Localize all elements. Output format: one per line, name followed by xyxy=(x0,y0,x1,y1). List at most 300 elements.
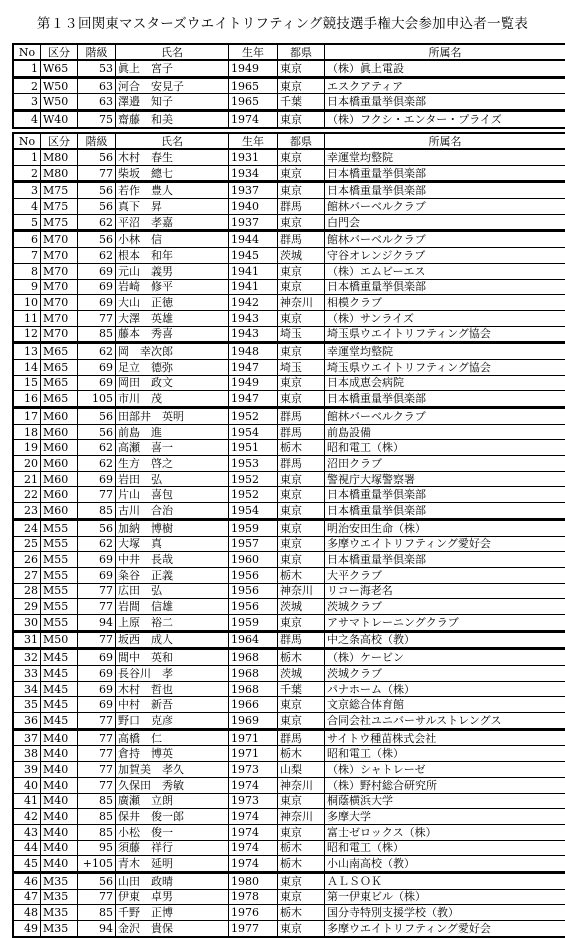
cell-name: 大澤 英雄 xyxy=(116,310,229,326)
cell-category: M65 xyxy=(41,359,78,375)
cell-category: M70 xyxy=(41,248,78,264)
table-row xyxy=(13,111,565,128)
cell-prefecture: 群馬 xyxy=(278,231,325,248)
col-header-prefecture: 都県 xyxy=(278,44,325,60)
cell-birth-year: 1954 xyxy=(229,503,278,520)
cell-name: 千野 正博 xyxy=(116,905,229,921)
cell-prefecture: 神奈川 xyxy=(278,295,325,311)
cell-prefecture: 東京 xyxy=(278,614,325,631)
table-row xyxy=(13,872,565,889)
cell-weight-class: 56 xyxy=(78,231,116,248)
cell-birth-year: 1964 xyxy=(229,631,278,649)
cell-weight-class: 77 xyxy=(78,583,116,599)
col-header-category: 区分 xyxy=(41,133,78,149)
cell-no: 39 xyxy=(13,762,41,778)
cell-name: 粂谷 正義 xyxy=(116,567,229,583)
cell-name: 高瀬 喜一 xyxy=(116,440,229,456)
table-row xyxy=(13,310,565,326)
cell-affiliation: 白門会 xyxy=(325,214,565,231)
table-row xyxy=(13,77,565,94)
cell-affiliation: 日本橋重量挙倶楽部 xyxy=(325,182,565,199)
cell-affiliation: パナホーム（株） xyxy=(325,681,565,697)
col-header-birth-year: 生年 xyxy=(229,44,278,60)
cell-name: 市川 茂 xyxy=(116,391,229,408)
table-row xyxy=(13,777,565,793)
cell-affiliation: 相模クラブ xyxy=(325,295,565,311)
cell-weight-class: 56 xyxy=(78,408,116,425)
cell-no: 49 xyxy=(13,921,41,937)
col-header-no: No xyxy=(13,44,41,60)
cell-weight-class: 69 xyxy=(78,471,116,487)
women-rows xyxy=(13,60,565,128)
cell-birth-year: 1943 xyxy=(229,326,278,343)
cell-prefecture: 東京 xyxy=(278,503,325,520)
cell-name: 久保田 秀敏 xyxy=(116,777,229,793)
cell-affiliation: 茨城クラブ xyxy=(325,666,565,682)
cell-no: 16 xyxy=(13,391,41,408)
cell-no: 25 xyxy=(13,536,41,552)
cell-affiliation: 昭和電工（株） xyxy=(325,840,565,856)
cell-weight-class: 77 xyxy=(78,729,116,746)
cell-name: 坂西 成人 xyxy=(116,631,229,649)
cell-no: 23 xyxy=(13,503,41,520)
cell-no: 3 xyxy=(13,182,41,199)
cell-weight-class: +105 xyxy=(78,856,116,873)
cell-weight-class: 77 xyxy=(78,713,116,730)
table-row xyxy=(13,856,565,873)
cell-no: 40 xyxy=(13,777,41,793)
cell-birth-year: 1959 xyxy=(229,614,278,631)
cell-name: 間中 英和 xyxy=(116,649,229,666)
cell-birth-year: 1943 xyxy=(229,310,278,326)
cell-affiliation: 日本成恵会病院 xyxy=(325,375,565,391)
cell-prefecture: 千葉 xyxy=(278,681,325,697)
cell-affiliation: 日本橋重量挙倶楽部 xyxy=(325,165,565,182)
cell-category: M60 xyxy=(41,440,78,456)
cell-name: 古川 合治 xyxy=(116,503,229,520)
cell-weight-class: 75 xyxy=(78,111,116,128)
table-row xyxy=(13,60,565,77)
cell-affiliation: 多摩ウエイトリフティング愛好会 xyxy=(325,921,565,937)
cell-category: M80 xyxy=(41,165,78,182)
cell-affiliation: 多摩大学 xyxy=(325,809,565,825)
cell-category: M40 xyxy=(41,856,78,873)
cell-weight-class: 56 xyxy=(78,424,116,440)
cell-prefecture: 埼玉 xyxy=(278,326,325,343)
cell-prefecture: 茨城 xyxy=(278,666,325,682)
cell-prefecture: 東京 xyxy=(278,279,325,295)
cell-no: 38 xyxy=(13,746,41,762)
cell-name: 倉持 博英 xyxy=(116,746,229,762)
cell-name: 元山 義男 xyxy=(116,263,229,279)
cell-category: M55 xyxy=(41,583,78,599)
table-row xyxy=(13,536,565,552)
cell-prefecture: 茨城 xyxy=(278,248,325,264)
cell-weight-class: 69 xyxy=(78,295,116,311)
cell-category: M70 xyxy=(41,326,78,343)
table-row xyxy=(13,697,565,713)
cell-birth-year: 1942 xyxy=(229,295,278,311)
men-rows xyxy=(13,149,565,937)
cell-name: 青木 延明 xyxy=(116,856,229,873)
table-row xyxy=(13,809,565,825)
cell-no: 48 xyxy=(13,905,41,921)
cell-name: 岩間 信雄 xyxy=(116,599,229,615)
cell-prefecture: 東京 xyxy=(278,824,325,840)
cell-category: M45 xyxy=(41,681,78,697)
cell-no: 5 xyxy=(13,214,41,231)
cell-weight-class: 63 xyxy=(78,94,116,111)
table-row xyxy=(13,631,565,649)
cell-affiliation: 茨城クラブ xyxy=(325,599,565,615)
cell-no: 22 xyxy=(13,487,41,503)
table-row xyxy=(13,583,565,599)
cell-birth-year: 1971 xyxy=(229,729,278,746)
cell-birth-year: 1949 xyxy=(229,60,278,77)
cell-affiliation: 幸運堂均整院 xyxy=(325,149,565,165)
cell-name: 木村 哲也 xyxy=(116,681,229,697)
cell-no: 44 xyxy=(13,840,41,856)
table-row xyxy=(13,326,565,343)
cell-affiliation: 日本橋重量挙倶楽部 xyxy=(325,503,565,520)
cell-category: M65 xyxy=(41,375,78,391)
cell-category: M65 xyxy=(41,391,78,408)
cell-no: 9 xyxy=(13,279,41,295)
table-row xyxy=(13,614,565,631)
cell-birth-year: 1973 xyxy=(229,762,278,778)
cell-weight-class: 69 xyxy=(78,552,116,568)
cell-no: 45 xyxy=(13,856,41,873)
cell-no: 29 xyxy=(13,599,41,615)
cell-prefecture: 東京 xyxy=(278,487,325,503)
cell-no: 17 xyxy=(13,408,41,425)
cell-no: 7 xyxy=(13,248,41,264)
cell-birth-year: 1974 xyxy=(229,809,278,825)
cell-affiliation: 富士ゼロックス（株） xyxy=(325,824,565,840)
cell-category: W65 xyxy=(41,60,78,77)
cell-no: 11 xyxy=(13,310,41,326)
cell-birth-year: 1951 xyxy=(229,440,278,456)
cell-birth-year: 1959 xyxy=(229,519,278,536)
cell-category: M40 xyxy=(41,840,78,856)
cell-birth-year: 1968 xyxy=(229,649,278,666)
cell-name: 小松 俊一 xyxy=(116,824,229,840)
col-header-name: 氏名 xyxy=(116,133,229,149)
cell-birth-year: 1956 xyxy=(229,567,278,583)
table-row xyxy=(13,762,565,778)
cell-weight-class: 94 xyxy=(78,614,116,631)
cell-prefecture: 東京 xyxy=(278,310,325,326)
cell-affiliation: （株）眞上電設 xyxy=(325,60,565,77)
cell-no: 8 xyxy=(13,263,41,279)
cell-birth-year: 1980 xyxy=(229,872,278,889)
cell-name: 岩崎 修平 xyxy=(116,279,229,295)
cell-prefecture: 東京 xyxy=(278,471,325,487)
cell-birth-year: 1974 xyxy=(229,111,278,128)
cell-weight-class: 77 xyxy=(78,777,116,793)
cell-affiliation: （株）エムビーエス xyxy=(325,263,565,279)
women-entry-table xyxy=(12,43,565,129)
cell-affiliation: 昭和電工（株） xyxy=(325,746,565,762)
cell-name: 金沢 貴保 xyxy=(116,921,229,937)
cell-no: 34 xyxy=(13,681,41,697)
cell-prefecture: 群馬 xyxy=(278,408,325,425)
table-row xyxy=(13,666,565,682)
cell-affiliation: サイトウ種苗株式会社 xyxy=(325,729,565,746)
cell-birth-year: 1931 xyxy=(229,149,278,165)
cell-birth-year: 1941 xyxy=(229,279,278,295)
cell-weight-class: 105 xyxy=(78,391,116,408)
cell-name: 生方 啓之 xyxy=(116,456,229,472)
cell-no: 36 xyxy=(13,713,41,730)
cell-affiliation: 昭和電工（株） xyxy=(325,440,565,456)
cell-no: 46 xyxy=(13,872,41,889)
cell-prefecture: 東京 xyxy=(278,536,325,552)
cell-category: M50 xyxy=(41,631,78,649)
table-row xyxy=(13,263,565,279)
cell-name: 柴坂 總七 xyxy=(116,165,229,182)
cell-weight-class: 69 xyxy=(78,649,116,666)
cell-birth-year: 1968 xyxy=(229,666,278,682)
cell-affiliation: 日本橋重量挙倶楽部 xyxy=(325,487,565,503)
cell-birth-year: 1953 xyxy=(229,456,278,472)
cell-affiliation: 館林バーベルクラブ xyxy=(325,199,565,215)
cell-weight-class: 62 xyxy=(78,440,116,456)
table-row xyxy=(13,248,565,264)
cell-prefecture: 群馬 xyxy=(278,199,325,215)
cell-affiliation: （株）シャトレーゼ xyxy=(325,762,565,778)
cell-category: M75 xyxy=(41,199,78,215)
table-row xyxy=(13,921,565,937)
cell-name: 岡田 政文 xyxy=(116,375,229,391)
cell-prefecture: 東京 xyxy=(278,713,325,730)
cell-prefecture: 神奈川 xyxy=(278,777,325,793)
cell-prefecture: 東京 xyxy=(278,391,325,408)
cell-weight-class: 69 xyxy=(78,567,116,583)
cell-category: M35 xyxy=(41,872,78,889)
cell-weight-class: 85 xyxy=(78,326,116,343)
cell-category: M70 xyxy=(41,231,78,248)
table-row xyxy=(13,94,565,111)
cell-prefecture: 東京 xyxy=(278,889,325,905)
cell-prefecture: 山梨 xyxy=(278,762,325,778)
cell-weight-class: 77 xyxy=(78,889,116,905)
cell-birth-year: 1954 xyxy=(229,424,278,440)
cell-affiliation: 守谷オレンジクラブ xyxy=(325,248,565,264)
cell-birth-year: 1952 xyxy=(229,408,278,425)
cell-birth-year: 1934 xyxy=(229,165,278,182)
cell-weight-class: 77 xyxy=(78,599,116,615)
cell-category: M45 xyxy=(41,666,78,682)
table-row xyxy=(13,456,565,472)
table-row xyxy=(13,649,565,666)
cell-birth-year: 1952 xyxy=(229,487,278,503)
cell-category: M75 xyxy=(41,182,78,199)
table-row xyxy=(13,746,565,762)
cell-no: 30 xyxy=(13,614,41,631)
cell-category: M55 xyxy=(41,614,78,631)
cell-weight-class: 77 xyxy=(78,165,116,182)
cell-affiliation: アサマトレーニングクラブ xyxy=(325,614,565,631)
cell-prefecture: 東京 xyxy=(278,552,325,568)
cell-affiliation: リコー海老名 xyxy=(325,583,565,599)
cell-name: 澤邉 知子 xyxy=(116,94,229,111)
cell-weight-class: 63 xyxy=(78,77,116,94)
cell-birth-year: 1974 xyxy=(229,840,278,856)
cell-prefecture: 栃木 xyxy=(278,840,325,856)
table-row xyxy=(13,391,565,408)
cell-affiliation: （株）サンライズ xyxy=(325,310,565,326)
cell-affiliation: 文京総合体育館 xyxy=(325,697,565,713)
cell-category: M65 xyxy=(41,343,78,360)
cell-no: 4 xyxy=(13,111,41,128)
cell-weight-class: 94 xyxy=(78,921,116,937)
cell-name: 保井 俊一郎 xyxy=(116,809,229,825)
cell-prefecture: 群馬 xyxy=(278,456,325,472)
table-row xyxy=(13,359,565,375)
cell-prefecture: 東京 xyxy=(278,182,325,199)
cell-no: 27 xyxy=(13,567,41,583)
cell-no: 18 xyxy=(13,424,41,440)
cell-birth-year: 1940 xyxy=(229,199,278,215)
page-title: 第１３回関東マスターズウエイトリフティング競技選手権大会参加申込者一覧表 xyxy=(0,12,565,32)
cell-category: M60 xyxy=(41,408,78,425)
cell-prefecture: 群馬 xyxy=(278,729,325,746)
cell-name: 根本 和年 xyxy=(116,248,229,264)
cell-name: 伊東 卓男 xyxy=(116,889,229,905)
cell-birth-year: 1957 xyxy=(229,536,278,552)
col-header-weight-class: 階級 xyxy=(78,44,116,60)
table-row xyxy=(13,440,565,456)
cell-weight-class: 69 xyxy=(78,359,116,375)
table-header-row xyxy=(13,44,565,60)
cell-birth-year: 1978 xyxy=(229,889,278,905)
cell-birth-year: 1976 xyxy=(229,905,278,921)
cell-no: 24 xyxy=(13,519,41,536)
cell-affiliation: 第一伊東ビル（株） xyxy=(325,889,565,905)
men-entry-table xyxy=(12,132,565,938)
cell-no: 15 xyxy=(13,375,41,391)
cell-name: 岡 幸次郎 xyxy=(116,343,229,360)
table-row xyxy=(13,824,565,840)
cell-birth-year: 1937 xyxy=(229,214,278,231)
cell-weight-class: 56 xyxy=(78,149,116,165)
cell-no: 37 xyxy=(13,729,41,746)
cell-no: 31 xyxy=(13,631,41,649)
table-row xyxy=(13,231,565,248)
cell-no: 1 xyxy=(13,60,41,77)
cell-weight-class: 69 xyxy=(78,279,116,295)
cell-prefecture: 栃木 xyxy=(278,905,325,921)
cell-category: M70 xyxy=(41,263,78,279)
cell-affiliation: エスクアティア xyxy=(325,77,565,94)
cell-category: W40 xyxy=(41,111,78,128)
cell-prefecture: 東京 xyxy=(278,263,325,279)
cell-category: M60 xyxy=(41,487,78,503)
cell-category: M40 xyxy=(41,793,78,809)
table-row xyxy=(13,552,565,568)
cell-no: 2 xyxy=(13,165,41,182)
cell-birth-year: 1969 xyxy=(229,713,278,730)
cell-weight-class: 77 xyxy=(78,746,116,762)
cell-affiliation: 前島設備 xyxy=(325,424,565,440)
table-row xyxy=(13,487,565,503)
table-row xyxy=(13,343,565,360)
cell-birth-year: 1977 xyxy=(229,921,278,937)
cell-name: 田部井 英明 xyxy=(116,408,229,425)
cell-name: 足立 德弥 xyxy=(116,359,229,375)
cell-weight-class: 85 xyxy=(78,905,116,921)
table-row xyxy=(13,729,565,746)
cell-name: 木村 春生 xyxy=(116,149,229,165)
cell-category: M55 xyxy=(41,536,78,552)
cell-no: 13 xyxy=(13,343,41,360)
cell-affiliation: 埼玉県ウエイトリフティング協会 xyxy=(325,359,565,375)
cell-no: 19 xyxy=(13,440,41,456)
cell-weight-class: 77 xyxy=(78,762,116,778)
cell-name: 前島 進 xyxy=(116,424,229,440)
table-header-row xyxy=(13,133,565,149)
cell-category: M45 xyxy=(41,713,78,730)
cell-no: 12 xyxy=(13,326,41,343)
cell-name: 上原 裕二 xyxy=(116,614,229,631)
cell-prefecture: 東京 xyxy=(278,793,325,809)
cell-weight-class: 62 xyxy=(78,343,116,360)
cell-birth-year: 1948 xyxy=(229,343,278,360)
cell-weight-class: 77 xyxy=(78,487,116,503)
cell-weight-class: 85 xyxy=(78,809,116,825)
cell-weight-class: 69 xyxy=(78,666,116,682)
table-row xyxy=(13,375,565,391)
table-row xyxy=(13,214,565,231)
cell-affiliation: 館林バーベルクラブ xyxy=(325,231,565,248)
cell-prefecture: 東京 xyxy=(278,149,325,165)
cell-category: M40 xyxy=(41,746,78,762)
cell-weight-class: 56 xyxy=(78,182,116,199)
cell-category: M55 xyxy=(41,519,78,536)
cell-category: M70 xyxy=(41,310,78,326)
cell-no: 41 xyxy=(13,793,41,809)
cell-affiliation: 桐蔭横浜大学 xyxy=(325,793,565,809)
cell-weight-class: 95 xyxy=(78,840,116,856)
cell-affiliation: 合同会社ユニバーサルストレングス xyxy=(325,713,565,730)
cell-birth-year: 1973 xyxy=(229,793,278,809)
cell-prefecture: 東京 xyxy=(278,60,325,77)
cell-birth-year: 1952 xyxy=(229,471,278,487)
cell-prefecture: 栃木 xyxy=(278,746,325,762)
cell-no: 33 xyxy=(13,666,41,682)
table-row xyxy=(13,889,565,905)
cell-category: M55 xyxy=(41,599,78,615)
cell-prefecture: 東京 xyxy=(278,343,325,360)
table-row xyxy=(13,519,565,536)
cell-weight-class: 69 xyxy=(78,681,116,697)
table-row xyxy=(13,793,565,809)
cell-weight-class: 69 xyxy=(78,375,116,391)
cell-birth-year: 1971 xyxy=(229,746,278,762)
cell-name: 野口 克彦 xyxy=(116,713,229,730)
cell-no: 43 xyxy=(13,824,41,840)
cell-name: 眞上 宮子 xyxy=(116,60,229,77)
cell-prefecture: 神奈川 xyxy=(278,809,325,825)
col-header-affiliation: 所属名 xyxy=(325,133,565,149)
cell-no: 32 xyxy=(13,649,41,666)
cell-category: W50 xyxy=(41,77,78,94)
cell-prefecture: 東京 xyxy=(278,214,325,231)
cell-prefecture: 栃木 xyxy=(278,649,325,666)
table-row xyxy=(13,567,565,583)
cell-no: 28 xyxy=(13,583,41,599)
